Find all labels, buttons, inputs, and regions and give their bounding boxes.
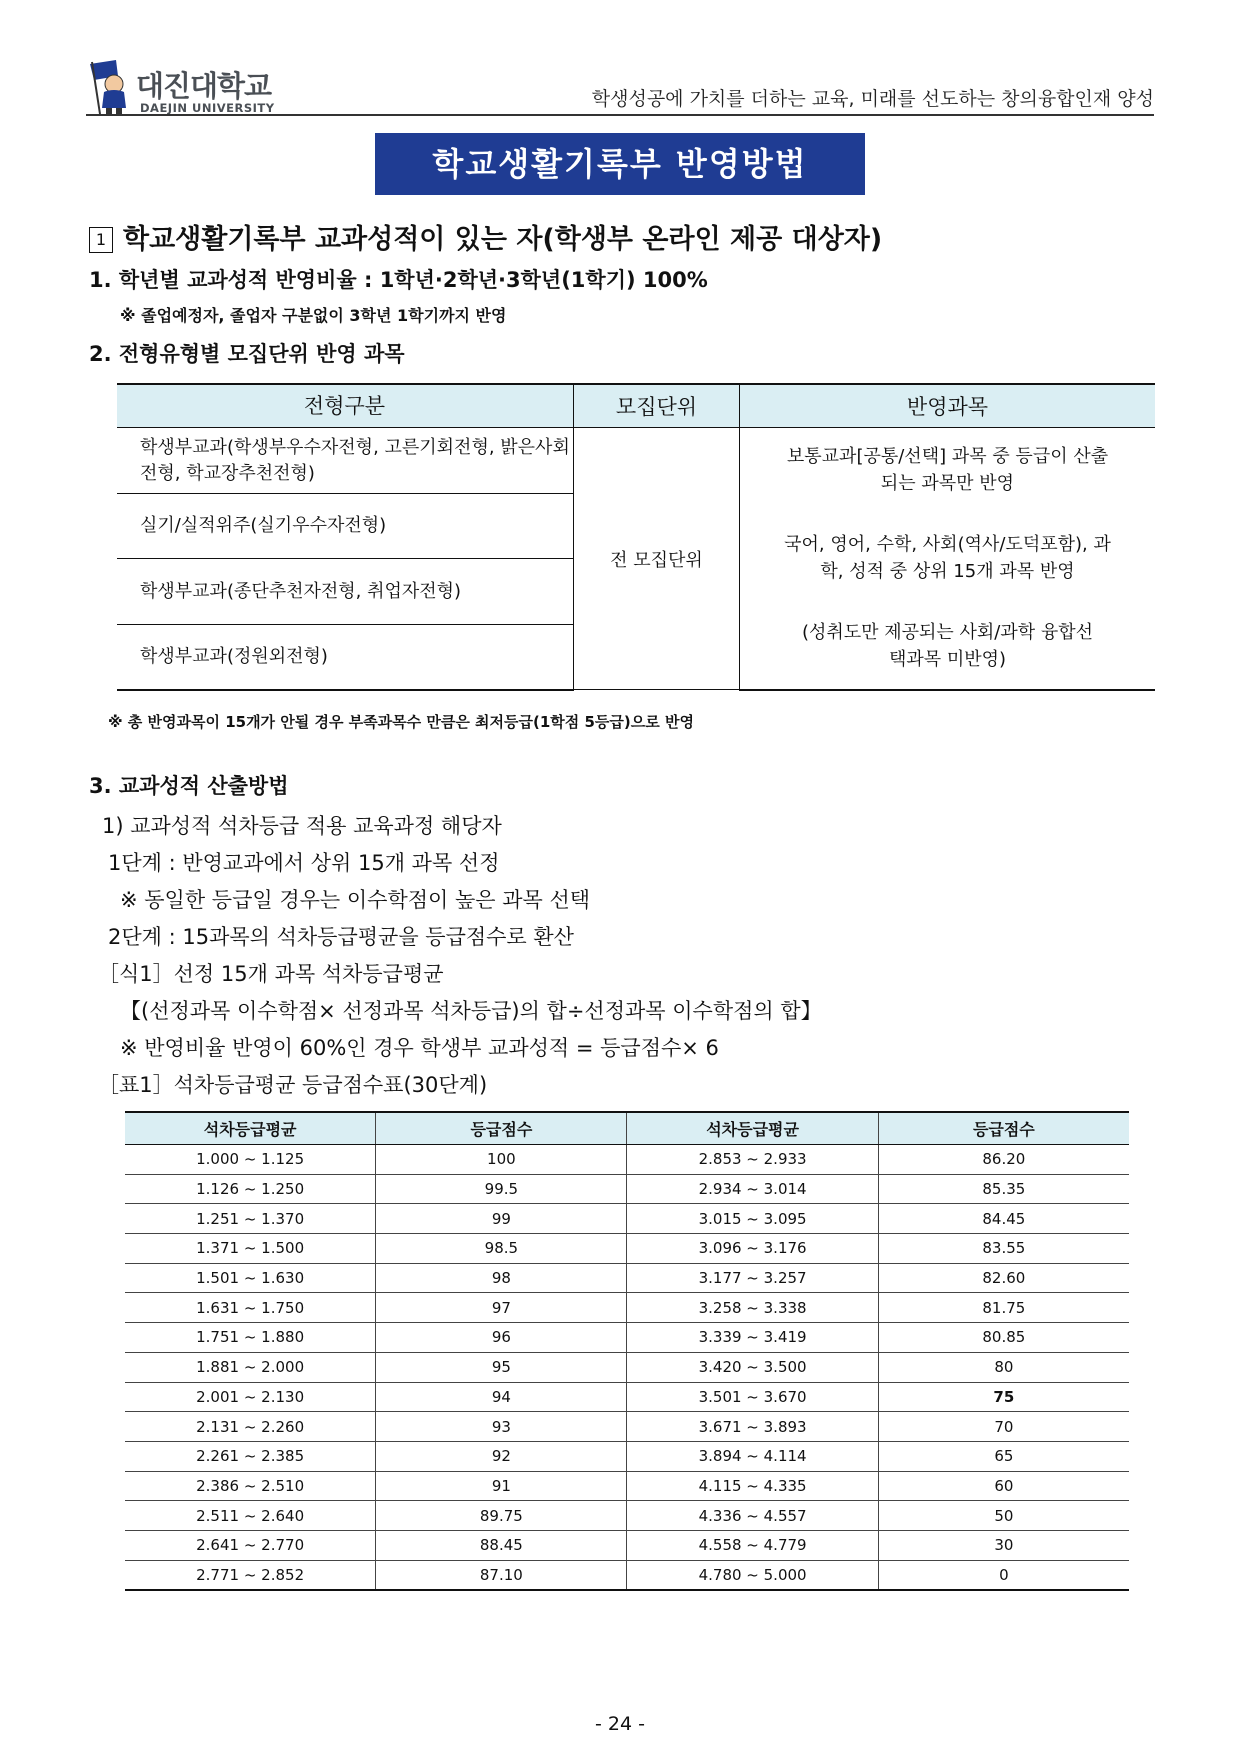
- header-divider: [86, 114, 1154, 116]
- table-cell: 50: [878, 1501, 1129, 1531]
- table-cell: 95: [376, 1352, 627, 1382]
- subjects-cell: [740, 428, 1156, 690]
- table-row: [125, 1412, 1129, 1442]
- item3-line: ※ 동일한 등급일 경우는 이수학점이 높은 과목 선택: [120, 888, 591, 912]
- mascot-icon: [86, 58, 134, 116]
- header-slogan: 학생성공에 가치를 더하는 교육, 미래를 선도하는 창의융합인재 양성: [591, 88, 1154, 110]
- table-row: [125, 1234, 1129, 1264]
- table-header-cell: 전형구분: [117, 384, 574, 428]
- table-cell: 81.75: [878, 1293, 1129, 1323]
- item3-line: 1) 교과성적 석차등급 적용 교육과정 해당자: [102, 814, 502, 838]
- table-cell: 1.501 ~ 1.630: [125, 1263, 376, 1293]
- table-cell: 3.015 ~ 3.095: [627, 1204, 878, 1234]
- table-cell: 3.420 ~ 3.500: [627, 1352, 878, 1382]
- table-cell: 2.261 ~ 2.385: [125, 1441, 376, 1471]
- table-row: [125, 1560, 1129, 1590]
- table-header-cell: 등급점수: [376, 1112, 627, 1145]
- table-row: [117, 428, 1155, 494]
- table-row: [125, 1263, 1129, 1293]
- item3-line: ［표1］석차등급평균 등급점수표(30단계): [98, 1073, 488, 1097]
- table-cell: 4.780 ~ 5.000: [627, 1560, 878, 1590]
- table-cell: 94: [376, 1382, 627, 1412]
- table-cell: 83.55: [878, 1234, 1129, 1264]
- table-cell: 2.386 ~ 2.510: [125, 1471, 376, 1501]
- table-cell: 2.511 ~ 2.640: [125, 1501, 376, 1531]
- table-cell: 92: [376, 1441, 627, 1471]
- logo-english-name: DAEJIN UNIVERSITY: [140, 101, 275, 115]
- table-cell: 4.558 ~ 4.779: [627, 1530, 878, 1560]
- table-cell: 82.60: [878, 1263, 1129, 1293]
- table-cell: 30: [878, 1530, 1129, 1560]
- table-cell: 84.45: [878, 1204, 1129, 1234]
- section-heading: [89, 217, 882, 256]
- table-cell: 85.35: [878, 1174, 1129, 1204]
- table-cell: 2.001 ~ 2.130: [125, 1382, 376, 1412]
- table-row: [125, 1501, 1129, 1531]
- section-heading-text: 학교생활기록부 교과성적이 있는 자(학생부 온라인 제공 대상자): [123, 224, 883, 255]
- table-cell: 80.85: [878, 1323, 1129, 1353]
- table-cell: 87.10: [376, 1560, 627, 1590]
- table-cell: 86.20: [878, 1145, 1129, 1175]
- table-cell: 89.75: [376, 1501, 627, 1531]
- table-cell: 98: [376, 1263, 627, 1293]
- subjects-text: 보통교과[공통/선택] 과목 중 등급이 산출되는 과목만 반영: [786, 446, 1109, 495]
- table-row: [125, 1530, 1129, 1560]
- table-cell: 3.894 ~ 4.114: [627, 1441, 878, 1471]
- table-cell: 2.641 ~ 2.770: [125, 1530, 376, 1560]
- table-cell: 60: [878, 1471, 1129, 1501]
- table-row: [125, 1352, 1129, 1382]
- table-row: [125, 1145, 1129, 1175]
- table-cell: 2.934 ~ 3.014: [627, 1174, 878, 1204]
- table-header-cell: 석차등급평균: [627, 1112, 878, 1145]
- table-cell: 3.177 ~ 3.257: [627, 1263, 878, 1293]
- table-cell: 99.5: [376, 1174, 627, 1204]
- table-cell: 0: [878, 1560, 1129, 1590]
- table-row: [125, 1441, 1129, 1471]
- item1-heading: 1. 학년별 교과성적 반영비율 : 1학년·2학년·3학년(1학기) 100%: [89, 268, 708, 292]
- item2-heading: 2. 전형유형별 모집단위 반영 과목: [89, 342, 405, 366]
- table-cell: 3.339 ~ 3.419: [627, 1323, 878, 1353]
- subjects-text: (성취도만 제공되는 사회/과학 융합선택과목 미반영): [801, 622, 1094, 671]
- table-header-cell: 등급점수: [878, 1112, 1129, 1145]
- table-cell: 3.671 ~ 3.893: [627, 1412, 878, 1442]
- table-cell: 93: [376, 1412, 627, 1442]
- table-header-row: [117, 384, 1155, 428]
- logo-korean-name: 대진대학교: [136, 69, 272, 103]
- grade-score-table: [125, 1111, 1129, 1591]
- item3-line: 2단계 : 15과목의 석차등급평균을 등급점수로 환산: [108, 925, 574, 949]
- table-cell: 98.5: [376, 1234, 627, 1264]
- table-row: [125, 1382, 1129, 1412]
- table-cell: 1.126 ~ 1.250: [125, 1174, 376, 1204]
- formula-line: 【(선정과목 이수학점× 선정과목 석차등급)의 합÷선정과목 이수학점의 합】: [120, 999, 822, 1023]
- table-row: [125, 1471, 1129, 1501]
- item3-line: ［식1］선정 15개 과목 석차등급평균: [98, 962, 444, 986]
- table-row: [125, 1323, 1129, 1353]
- subjects-text: 국어, 영어, 수학, 사회(역사/도덕포함), 과학, 성적 중 상위 15개 과목 반영: [784, 534, 1111, 583]
- table-header-cell: 모집단위: [574, 384, 740, 428]
- section-number-box: 1: [89, 227, 113, 253]
- page-title: 학교생활기록부 반영방법: [375, 133, 865, 195]
- table-row: [125, 1204, 1129, 1234]
- item3-line: 1단계 : 반영교과에서 상위 15개 과목 선정: [108, 851, 500, 875]
- table-header-row: [125, 1112, 1129, 1145]
- grade-table-body: [125, 1145, 1129, 1591]
- table-cell: 88.45: [376, 1530, 627, 1560]
- table-cell: 100: [376, 1145, 627, 1175]
- admission-type-cell: 학생부교과(정원외전형): [117, 625, 574, 690]
- table-cell: 96: [376, 1323, 627, 1353]
- item1-note: ※ 졸업예정자, 졸업자 구분없이 3학년 1학기까지 반영: [120, 306, 507, 325]
- table-header-cell: 석차등급평균: [125, 1112, 376, 1145]
- table-row: [125, 1174, 1129, 1204]
- table-cell: 75: [878, 1382, 1129, 1412]
- table-cell: 3.096 ~ 3.176: [627, 1234, 878, 1264]
- table-cell: 4.336 ~ 4.557: [627, 1501, 878, 1531]
- table-cell: 2.853 ~ 2.933: [627, 1145, 878, 1175]
- table-cell: 99: [376, 1204, 627, 1234]
- page-number: - 24 -: [595, 1713, 645, 1735]
- admission-type-cell: 학생부교과(학생부우수자전형, 고른기회전형, 밝은사회전형, 학교장추천전형): [117, 428, 574, 494]
- table-cell: 3.258 ~ 3.338: [627, 1293, 878, 1323]
- table-cell: 2.131 ~ 2.260: [125, 1412, 376, 1442]
- item3-heading: 3. 교과성적 산출방법: [89, 774, 289, 798]
- table-cell: 70: [878, 1412, 1129, 1442]
- table-cell: 65: [878, 1441, 1129, 1471]
- table-cell: 97: [376, 1293, 627, 1323]
- table-cell: 91: [376, 1471, 627, 1501]
- table-header-cell: 반영과목: [740, 384, 1156, 428]
- table-cell: 1.881 ~ 2.000: [125, 1352, 376, 1382]
- item3-line: ※ 반영비율 반영이 60%인 경우 학생부 교과성적 = 등급점수× 6: [120, 1036, 719, 1060]
- item2-note: ※ 총 반영과목이 15개가 안될 경우 부족과목수 만큼은 최저등급(1학점 5등급)으로 반영: [108, 713, 694, 731]
- table-row: [125, 1293, 1129, 1323]
- university-logo: [86, 58, 296, 116]
- table-cell: 1.251 ~ 1.370: [125, 1204, 376, 1234]
- table-cell: 2.771 ~ 2.852: [125, 1560, 376, 1590]
- table-cell: 1.371 ~ 1.500: [125, 1234, 376, 1264]
- table-cell: 3.501 ~ 3.670: [627, 1382, 878, 1412]
- admission-type-cell: 실기/실적위주(실기우수자전형): [117, 494, 574, 559]
- table-cell: 1.000 ~ 1.125: [125, 1145, 376, 1175]
- unit-cell: 전 모집단위: [574, 428, 740, 690]
- table-cell: 1.631 ~ 1.750: [125, 1293, 376, 1323]
- table-cell: 80: [878, 1352, 1129, 1382]
- table-cell: 1.751 ~ 1.880: [125, 1323, 376, 1353]
- table-cell: 4.115 ~ 4.335: [627, 1471, 878, 1501]
- admission-type-cell: 학생부교과(종단추천자전형, 취업자전형): [117, 559, 574, 625]
- subject-reflection-table: [117, 383, 1155, 691]
